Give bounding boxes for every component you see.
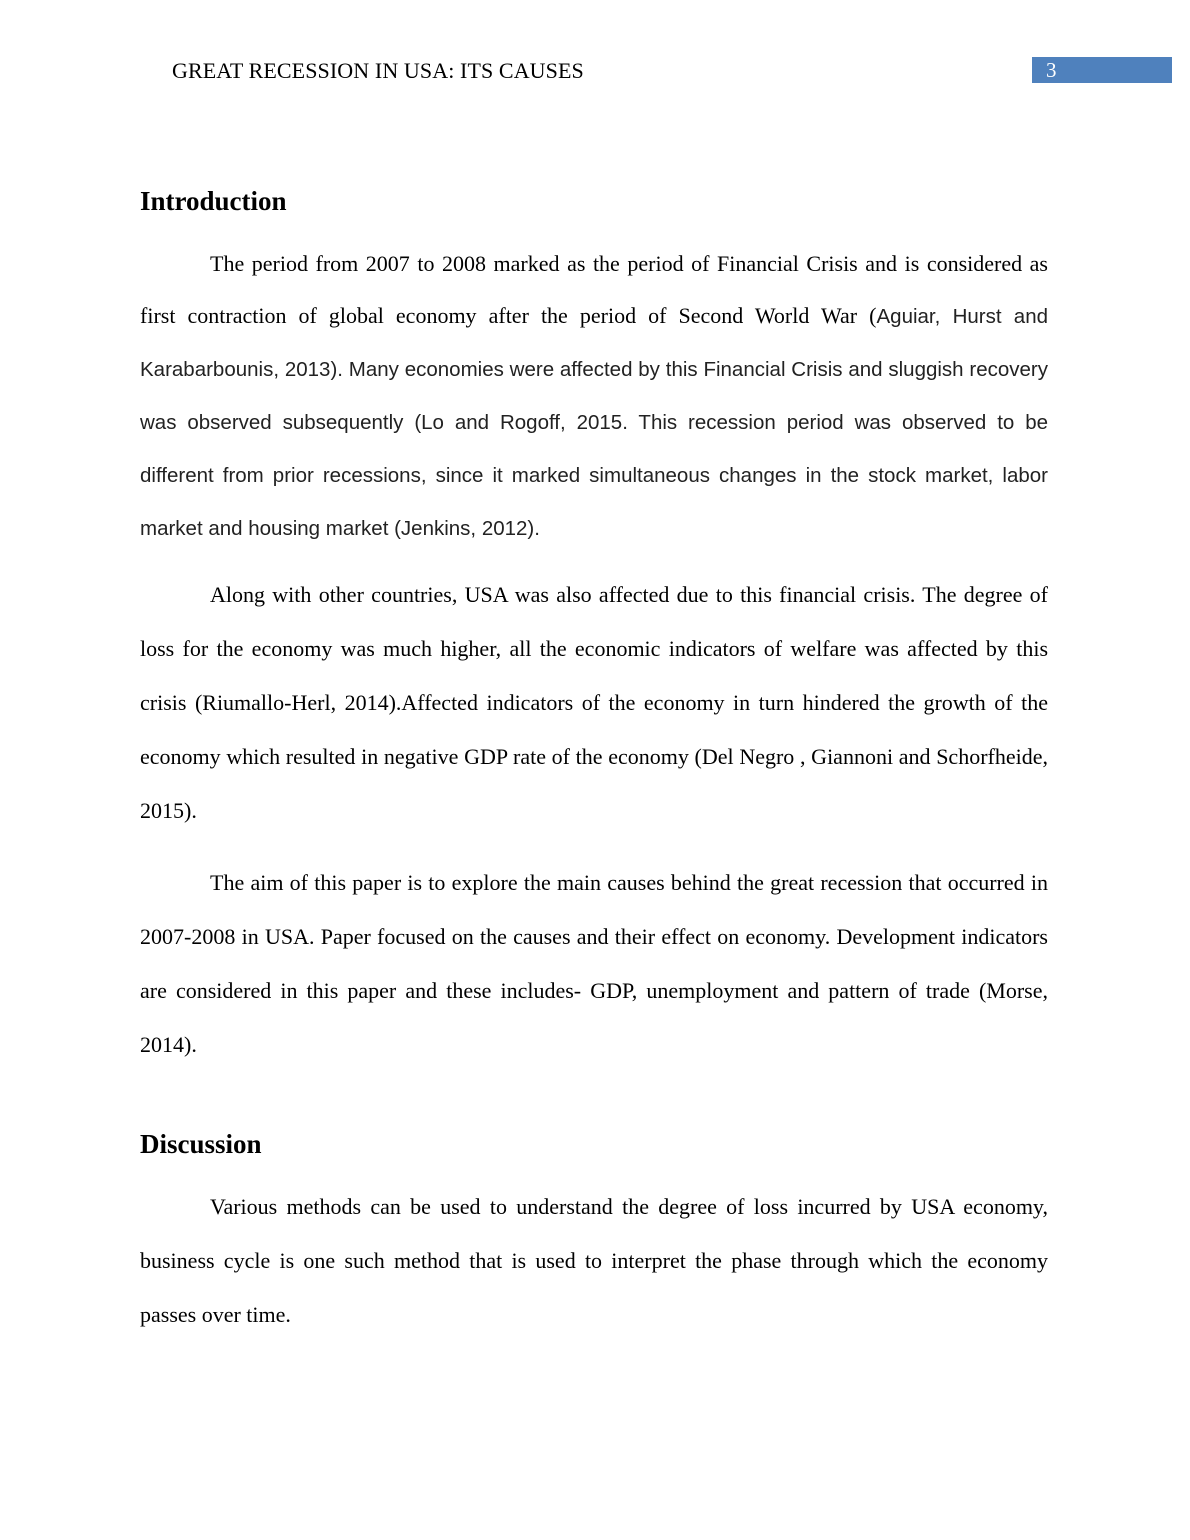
page-number-box: [1032, 57, 1172, 83]
discussion-heading: Discussion: [140, 1129, 262, 1159]
running-head-title: GREAT RECESSION IN USA: ITS CAUSES: [172, 58, 584, 83]
introduction-paragraph-3: The aim of this paper is to explore the main causes behind the great recession that occurred in 2007-2008 in USA. Paper focused on the causes and their effect on economy. Development indicators are considered in this paper and these includes- GDP, unemployment and pattern of trade (Morse, 2014).: [140, 870, 1048, 1057]
introduction-paragraph-1-serif-text: The period from 2007 to 2008 marked as the period of Financial Crisis and is considered as first contraction of global economy after the period of Second World War (: [140, 251, 1048, 328]
introduction-paragraph-1: [140, 238, 1048, 555]
discussion-paragraph-1: Various methods can be used to understand the degree of loss incurred by USA economy, business cycle is one such method that is used to interpret the phase through which the economy passes over time.: [140, 1194, 1048, 1327]
introduction-paragraph-2: Along with other countries, USA was also affected due to this financial crisis. The degree of loss for the economy was much higher, all the economic indicators of welfare was affected by this crisis (Riumallo-Herl, 2014).Affected indicators of the economy in turn hindered the growth of the economy which resulted in negative GDP rate of the economy (Del Negro , Giannoni and Schorfheide, 2015).: [140, 582, 1048, 823]
page-number: 3: [1046, 58, 1057, 82]
introduction-heading: Introduction: [140, 186, 287, 216]
introduction-paragraph-1-sans-text: Aguiar, Hurst and Karabarbounis, 2013). Many economies were affected by this Financial Crisis and sluggish recovery was observed subsequently (Lo and Rogoff, 2015. This recession period was observed to be different from prior recessions, since it marked simultaneous changes in the stock market, labor market and housing market (Jenkins, 2012).: [140, 305, 1048, 540]
